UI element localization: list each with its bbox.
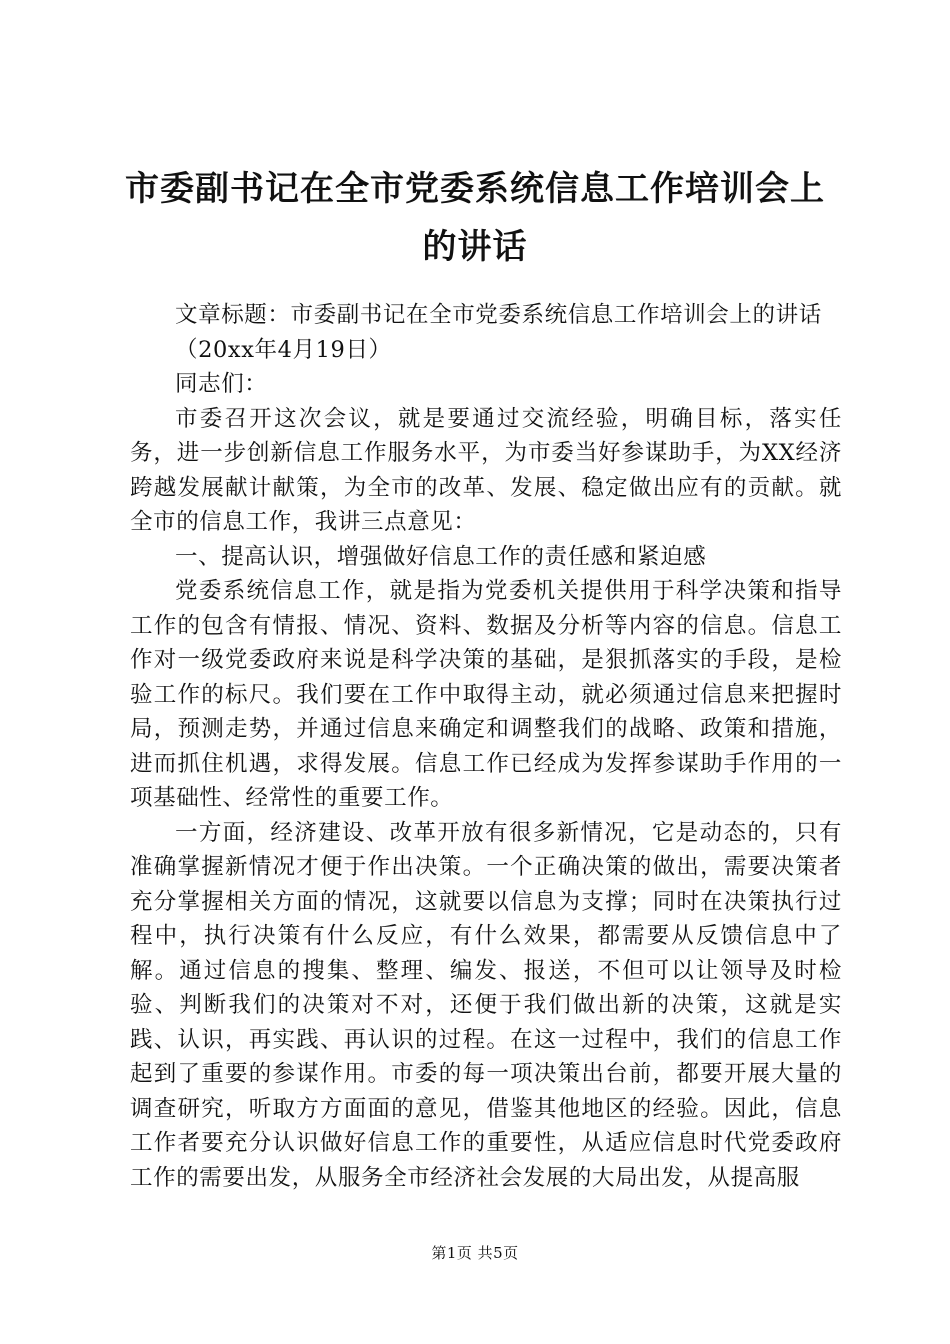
paragraph: 市委召开这次会议，就是要通过交流经验，明确目标，落实任务，进一步创新信息工作服务水平，为市委当好参谋助手，为XX经济跨越发展献计献策，为全市的改革、发展、稳定做出应有的贡献。就全市的信息工作，我讲三点意见： [130,405,842,535]
paragraph: 党委系统信息工作，就是指为党委机关提供用于科学决策和指导工作的包含有情报、情况、资料、数据及分析等内容的信息。信息工作对一级党委政府来说是科学决策的基础，是狠抓落实的手段，是检验工作的标尺。我们要在工作中取得主动，就必须通过信息来把握时局，预测走势，并通过信息来确定和调整我们的战略、政策和措施，进而抓住机遇，求得发展。信息工作已经成为发挥参谋助手作用的一项基础性、经常性的重要工作。 [130,578,842,811]
paragraph-article-title: 文章标题：市委副书记在全市党委系统信息工作培训会上的讲话 [175,302,822,328]
paragraph-date: （20xx年4月19日） [175,336,392,363]
paragraph: 一方面，经济建设、改革开放有很多新情况，它是动态的，只有准确掌握新情况才便于作出决策。一个正确决策的做出，需要决策者充分掌握相关方面的情况，这就要以信息为支撑；同时在决策执行过程中，执行决策有什么反应，有什么效果，都需要从反馈信息中了解。通过信息的搜集、整理、编发、报送，不但可以让领导及时检验、判断我们的决策对不对，还便于我们做出新的决策，这就是实践、认识，再实践、再认识的过程。在这一过程中，我们的信息工作起到了重要的参谋作用。市委的每一项决策出台前，都要开展大量的调查研究，听取方方面面的意见，借鉴其他地区的经验。因此，信息工作者要充分认识做好信息工作的重要性，从适应信息时代党委政府工作的需要出发，从服务全市经济社会发展的大局出发，从提高服 [130,819,842,1191]
section-heading: 一、提高认识，增强做好信息工作的责任感和紧迫感 [175,543,707,570]
document-body [130,298,842,1195]
document-title: 市委副书记在全市党委系统信息工作培训会上的讲话 [125,169,825,267]
page-footer: 第1页 共5页 [431,1244,519,1262]
paragraph-salutation: 同志们： [175,371,268,397]
